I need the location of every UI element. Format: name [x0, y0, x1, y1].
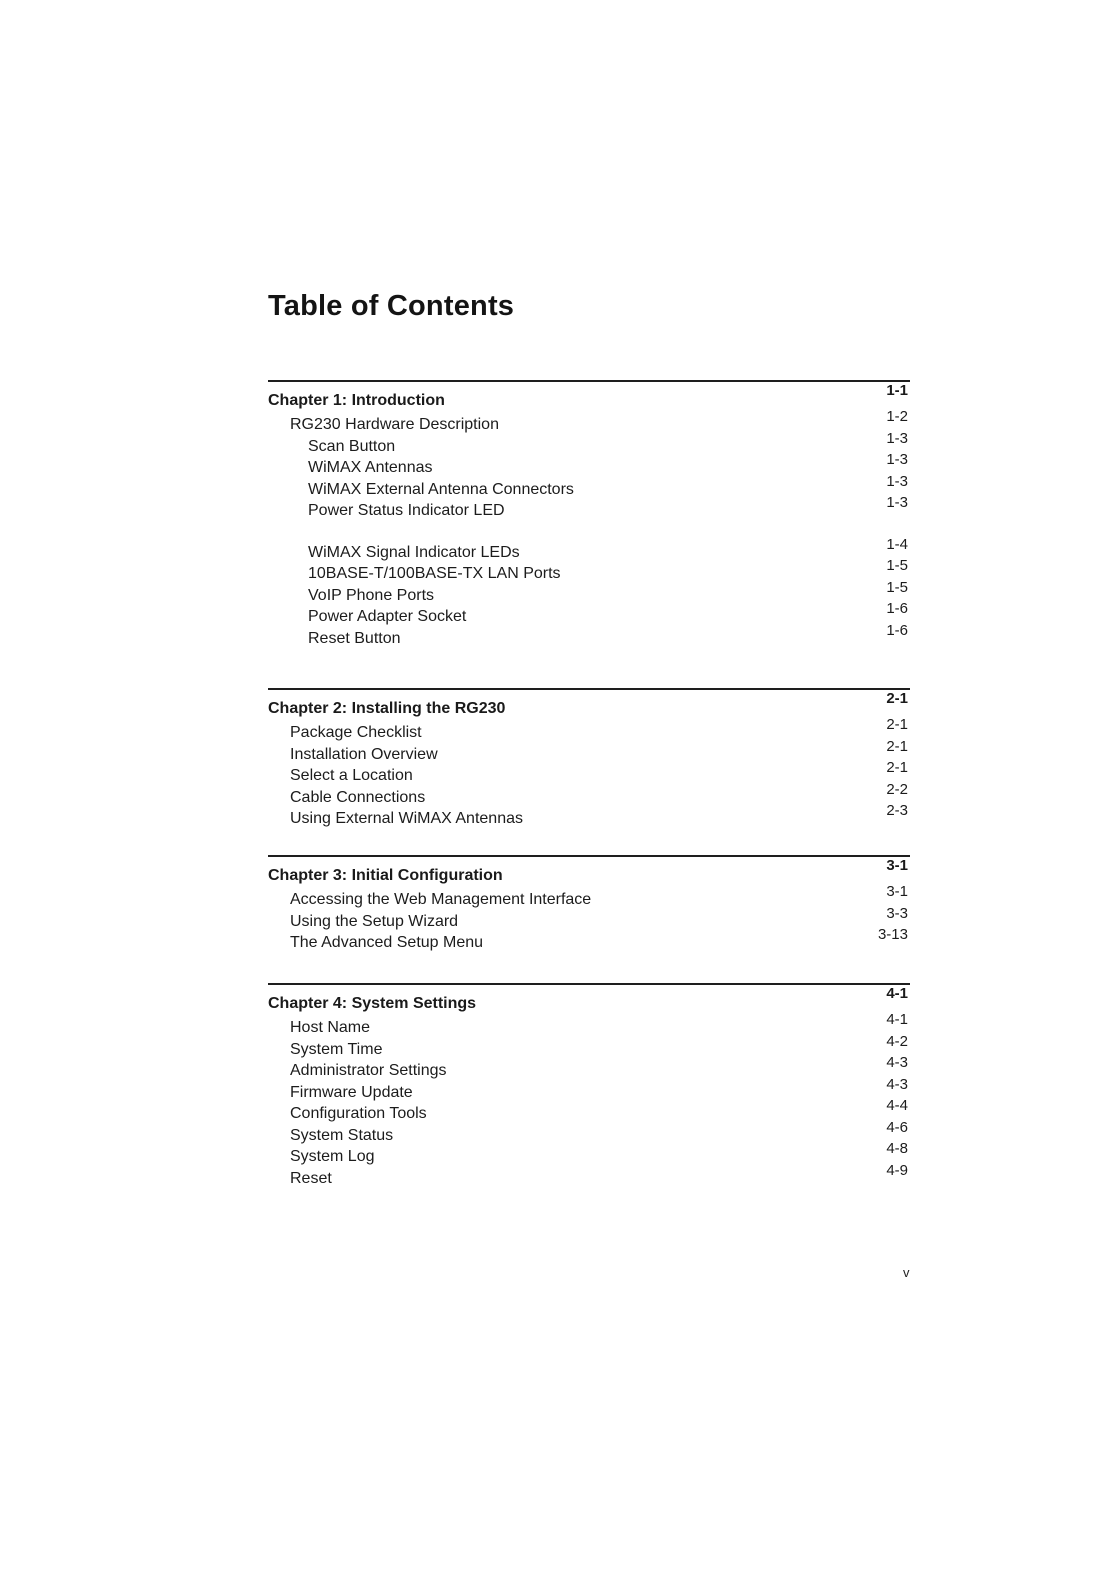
toc-entry[interactable]: [268, 1118, 910, 1149]
toc-entry-label: Package Checklist: [290, 724, 422, 741]
chapter-page-ref: 4-1: [886, 985, 908, 1002]
toc-entry[interactable]: [268, 1032, 910, 1063]
toc-entry-label: Configuration Tools: [290, 1105, 427, 1122]
toc-entry-label: Reset Button: [308, 629, 401, 647]
toc-entry-label: System Status: [290, 1126, 394, 1144]
toc-entry-page-ref: 2-1: [886, 716, 908, 733]
toc-entry[interactable]: [268, 780, 910, 811]
toc-entry-label: Accessing the Web Management Interface: [290, 891, 592, 908]
chapter-title: Chapter 3: Initial Configuration: [268, 867, 503, 884]
chapter-heading-row[interactable]: [268, 690, 910, 718]
toc-entry[interactable]: [268, 494, 910, 524]
chapter-title: Chapter 2: Installing the RG230: [268, 700, 506, 717]
toc-entry-list: [268, 883, 910, 956]
toc-entry-page-ref: 1-6: [886, 621, 908, 639]
toc-entry-page-ref: 1-4: [886, 535, 908, 553]
toc-entry-page-ref: 2-1: [886, 737, 908, 755]
toc-entry-page-ref: 4-1: [886, 1011, 908, 1028]
toc-entry[interactable]: [268, 621, 910, 652]
toc-entry-page-ref: 4-3: [886, 1075, 908, 1093]
toc-entry[interactable]: [268, 904, 910, 935]
toc-entry-label: Using External WiMAX Antennas: [290, 810, 523, 827]
toc-entry-label: Using the Setup Wizard: [290, 912, 459, 930]
toc-entry-label: WiMAX Antennas: [308, 459, 433, 476]
toc-entry-label: Reset: [290, 1169, 332, 1187]
toc-entry-page-ref: 1-3: [886, 451, 908, 468]
toc-entry-list: [268, 1011, 910, 1191]
chapter-page-ref: 1-1: [886, 382, 908, 399]
toc-entry[interactable]: [268, 759, 910, 789]
toc-entry-page-ref: 3-13: [877, 926, 908, 943]
toc-entry-label: The Advanced Setup Menu: [290, 934, 484, 951]
toc-entry[interactable]: [268, 1011, 910, 1041]
toc-entry-page-ref: 1-3: [886, 472, 908, 490]
toc-entry-page-ref: 2-3: [886, 802, 908, 819]
toc-entry[interactable]: [268, 472, 910, 503]
toc-entry-page-ref: 2-2: [886, 780, 908, 798]
toc-entry-list: [268, 716, 910, 832]
toc-entry-page-ref: 1-6: [886, 600, 908, 617]
toc-entry[interactable]: [268, 451, 910, 481]
toc-entry[interactable]: [268, 578, 910, 609]
toc-entry-page-ref: 3-1: [886, 883, 908, 900]
toc-entry-label: Administrator Settings: [290, 1062, 447, 1079]
chapter-page-ref: 3-1: [886, 857, 908, 874]
toc-chapter: [268, 380, 910, 651]
toc-entry-page-ref: 4-2: [886, 1032, 908, 1050]
page-number: v: [903, 1265, 910, 1280]
chapter-heading-row[interactable]: [268, 857, 910, 885]
toc-entry[interactable]: [268, 1054, 910, 1084]
toc-entry-label: RG230 Hardware Description: [290, 416, 499, 433]
toc-entry[interactable]: [268, 926, 910, 956]
toc-entry-page-ref: 4-4: [886, 1097, 908, 1114]
toc-entry[interactable]: [268, 883, 910, 913]
toc-entry[interactable]: [268, 1161, 910, 1192]
toc-entry-label: Firmware Update: [290, 1083, 413, 1101]
toc-entry-list: [268, 408, 910, 651]
toc-entry-page-ref: 4-9: [886, 1161, 908, 1179]
chapter-heading-row[interactable]: [268, 985, 910, 1013]
toc-entry-page-ref: 1-2: [886, 408, 908, 425]
toc-entry-label: Power Status Indicator LED: [308, 502, 505, 519]
toc-entry-label: WiMAX External Antenna Connectors: [308, 480, 574, 498]
toc-entry-page-ref: 4-3: [886, 1054, 908, 1071]
toc-entry-page-ref: 1-5: [886, 557, 908, 574]
chapter-heading-row[interactable]: [268, 382, 910, 410]
toc-entry[interactable]: [268, 535, 910, 566]
chapter-page-ref: 2-1: [886, 690, 908, 707]
toc-entry-label: Host Name: [290, 1019, 371, 1036]
toc-entry-page-ref: 4-8: [886, 1140, 908, 1157]
toc-chapter: [268, 688, 910, 832]
toc-entry[interactable]: [268, 429, 910, 460]
toc-entry-label: System Time: [290, 1040, 383, 1058]
page-title: Table of Contents: [268, 290, 515, 322]
toc-entry-label: Scan Button: [308, 437, 396, 455]
toc-entry-label: Select a Location: [290, 767, 413, 784]
chapter-title: Chapter 4: System Settings: [268, 995, 477, 1012]
toc-entry-label: System Log: [290, 1148, 375, 1165]
toc-chapter: [268, 855, 910, 956]
toc-entry[interactable]: [268, 408, 910, 438]
toc-entry-label: VoIP Phone Ports: [308, 586, 435, 604]
toc-entry-page-ref: 4-6: [886, 1118, 908, 1136]
toc-entry-label: Power Adapter Socket: [308, 608, 467, 625]
chapter-title: Chapter 1: Introduction: [268, 392, 445, 409]
toc-entry[interactable]: [268, 1097, 910, 1127]
toc-entry[interactable]: [268, 1140, 910, 1170]
toc-entry-label: Cable Connections: [290, 788, 426, 806]
toc-entry-page-ref: 1-3: [886, 494, 908, 511]
toc-entry-page-ref: 1-5: [886, 578, 908, 596]
toc-entry[interactable]: [268, 600, 910, 630]
toc-entry-label: Installation Overview: [290, 745, 438, 763]
toc-entry[interactable]: [268, 1075, 910, 1106]
toc-entry-page-ref: 1-3: [886, 429, 908, 447]
toc-entry-label: 10BASE-T/100BASE-TX LAN Ports: [308, 565, 561, 582]
toc-chapter: [268, 983, 910, 1191]
toc-entry-page-ref: 2-1: [886, 759, 908, 776]
toc-entry[interactable]: [268, 737, 910, 768]
toc-entry[interactable]: [268, 716, 910, 746]
toc-entry[interactable]: [268, 802, 910, 832]
toc-entry[interactable]: [268, 557, 910, 587]
toc-entry-page-ref: 3-3: [886, 904, 908, 922]
toc-entry-label: WiMAX Signal Indicator LEDs: [308, 543, 520, 561]
